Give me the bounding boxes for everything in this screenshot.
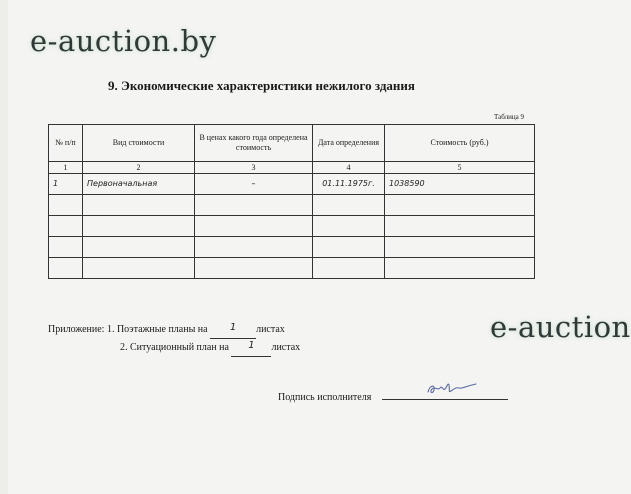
table-row [49, 216, 535, 237]
column-number: 3 [195, 162, 313, 174]
cell-date [313, 258, 385, 279]
header-date: Дата определения [313, 125, 385, 162]
cell-value-type [83, 216, 195, 237]
appendix-line-1 [48, 321, 300, 339]
table-label: Таблица 9 [494, 113, 524, 121]
signature-label: Подпись исполнителя [278, 392, 372, 403]
cell-date: 01.11.1975г. [313, 174, 385, 195]
appendix-item2-prefix: 2. Ситуационный план на [120, 342, 229, 353]
cell-cost [385, 216, 535, 237]
appendix-block [48, 321, 300, 357]
cell-cost [385, 237, 535, 258]
cell-number [49, 216, 83, 237]
cell-number [49, 237, 83, 258]
signature-block [278, 389, 508, 403]
signature-line [382, 389, 508, 400]
header-cost: Стоимость (руб.) [385, 125, 535, 162]
appendix-line-2 [48, 339, 300, 357]
cell-number [49, 195, 83, 216]
cell-value-type [83, 195, 195, 216]
table-row [49, 258, 535, 279]
cell-cost [385, 258, 535, 279]
column-number: 4 [313, 162, 385, 174]
table-row [49, 174, 535, 195]
handwritten-signature [426, 379, 480, 397]
appendix-item1-prefix: 1. Поэтажные планы на [106, 324, 208, 335]
column-number: 5 [385, 162, 535, 174]
cell-date [313, 195, 385, 216]
cell-value-type: Первоначальная [83, 174, 195, 195]
watermark-top: e-auction.by [30, 24, 217, 58]
appendix-item2-blank [231, 339, 271, 357]
appendix-item2-value: 1 [248, 340, 255, 351]
appendix-item2-suffix: листах [271, 342, 301, 353]
cell-price-year [195, 195, 313, 216]
section-title: 9. Экономические характеристики нежилого здания [108, 78, 415, 93]
cell-cost [385, 195, 535, 216]
header-number: № п/п [49, 125, 83, 162]
column-number-row [49, 162, 535, 174]
column-number: 2 [83, 162, 195, 174]
cell-date [313, 216, 385, 237]
cell-price-year [195, 237, 313, 258]
column-number: 1 [49, 162, 83, 174]
appendix-item1-value: 1 [229, 322, 237, 333]
table-header-row [49, 125, 535, 162]
economic-table [48, 124, 535, 279]
cell-price-year [195, 216, 313, 237]
cell-cost: 1038590 [385, 174, 535, 195]
header-price-year: В ценах какого года определена стоимость [195, 125, 313, 162]
cell-number: 1 [49, 174, 83, 195]
appendix-item1-blank [210, 321, 256, 339]
cell-price-year [195, 258, 313, 279]
table-row [49, 195, 535, 216]
appendix-item1-suffix: листах [256, 324, 285, 335]
cell-value-type [83, 258, 195, 279]
cell-number [49, 258, 83, 279]
cell-date [313, 237, 385, 258]
appendix-label: Приложение: [48, 324, 105, 335]
table-row [49, 237, 535, 258]
cell-value-type [83, 237, 195, 258]
cell-price-year: – [195, 174, 313, 195]
watermark-right: e-auction [490, 310, 631, 344]
header-value-type: Вид стоимости [83, 125, 195, 162]
